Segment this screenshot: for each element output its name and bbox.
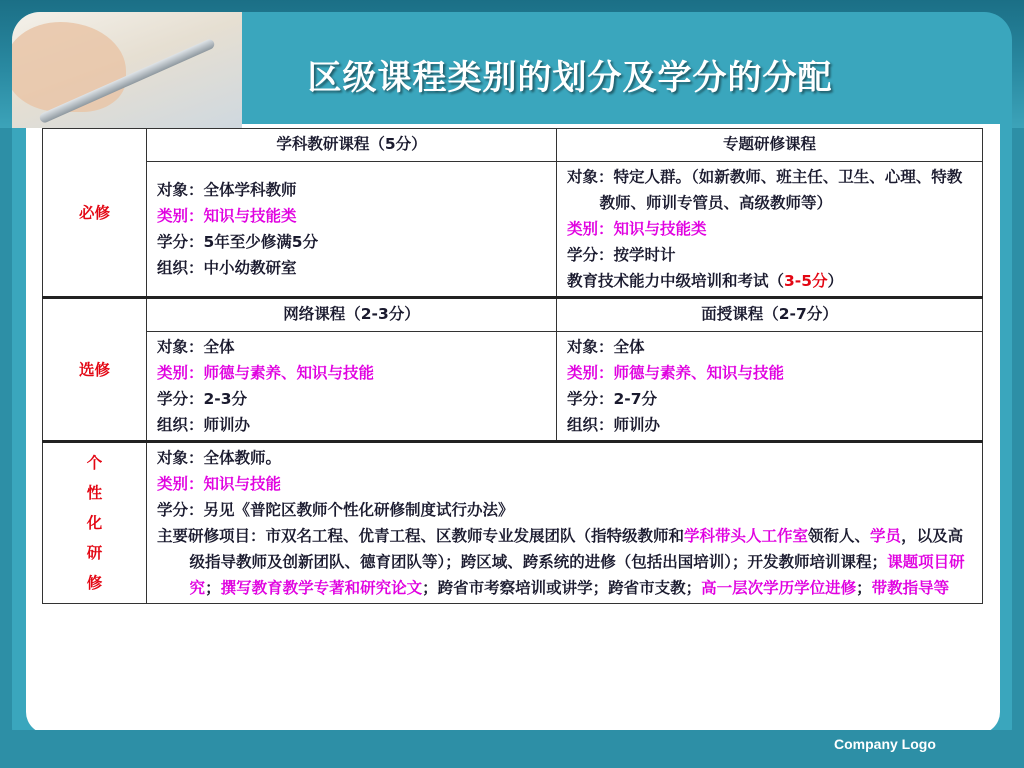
header-photo	[12, 12, 242, 128]
required-detail-row	[43, 162, 983, 298]
project-segment: 主要研修项目：市双名工程、优青工程、区教师专业发展团队（指特级教师和	[157, 527, 685, 545]
project-segment: ，以及高级指导教师及创新团队、德育团队等）；跨区域、跨系统的进修（包括出国培训）；开发教师培训课程；	[189, 527, 964, 571]
online-course-detail	[147, 332, 557, 442]
elective-label: 选修	[43, 298, 147, 442]
project-segment: 课题项目研究	[189, 553, 965, 597]
offline-course-header: 面授课程（2-7分）	[557, 298, 983, 332]
project-segment: 领衔人、	[808, 527, 871, 545]
personal-category: 类别：知识与技能	[157, 475, 282, 493]
subject-course-header: 学科教研课程（5分）	[147, 129, 557, 162]
subject-course-detail	[147, 162, 557, 298]
topic-course-detail	[557, 162, 983, 298]
topic-target: 对象：特定人群。（如新教师、班主任、卫生、心理、特教教师、师训专管员、高级教师等）	[567, 168, 963, 212]
required-header-row	[43, 129, 983, 162]
project-segment: 学员	[870, 527, 902, 545]
personal-label-char: 个	[86, 454, 103, 472]
offline-credits: 学分：2-7分	[567, 390, 658, 408]
slide-title: 区级课程类别的划分及学分的分配	[307, 58, 833, 98]
project-segment: ；	[856, 579, 872, 597]
topic-training-suffix: ）	[827, 272, 844, 290]
project-segment: 带教指导等	[871, 579, 950, 597]
elective-detail-row	[43, 332, 983, 442]
personal-projects	[157, 523, 972, 601]
offline-course-detail	[557, 332, 983, 442]
project-segment: ；	[205, 579, 221, 597]
personal-row	[43, 442, 983, 604]
topic-training-credits: 3-5分	[784, 272, 828, 290]
project-segment: 学科带头人工作室	[684, 527, 809, 545]
subject-category: 类别：知识与技能类	[157, 207, 297, 225]
company-logo: Company Logo	[834, 736, 936, 752]
offline-category: 类别：师德与素养、知识与技能	[567, 364, 785, 382]
personal-detail	[147, 442, 983, 604]
personal-label-char: 性	[86, 484, 103, 502]
online-target: 对象：全体	[157, 338, 235, 356]
topic-training	[567, 268, 972, 294]
elective-header-row	[43, 298, 983, 332]
topic-course-header: 专题研修课程	[557, 129, 983, 162]
topic-category: 类别：知识与技能类	[567, 220, 707, 238]
online-category: 类别：师德与素养、知识与技能	[157, 364, 375, 382]
personal-target: 对象：全体教师。	[157, 449, 282, 467]
personal-label-char: 化	[86, 514, 103, 532]
personal-credits: 学分：另见《普陀区教师个性化研修制度试行办法》	[157, 501, 514, 519]
online-org: 组织：师训办	[157, 416, 251, 434]
online-credits: 学分：2-3分	[157, 390, 248, 408]
subject-org: 组织：中小幼教研室	[157, 259, 297, 277]
topic-training-prefix: 教育技术能力中级培训和考试（	[567, 272, 785, 290]
required-label: 必修	[43, 129, 147, 298]
subject-target: 对象：全体学科教师	[157, 181, 297, 199]
offline-org: 组织：师训办	[567, 416, 661, 434]
topic-credits: 学分：按学时计	[567, 246, 676, 264]
project-segment: ；跨省市考察培训或讲学；跨省市支教；	[422, 579, 702, 597]
personal-label-char: 修	[86, 574, 103, 592]
course-table	[42, 128, 983, 604]
hand-image	[12, 22, 126, 112]
project-segment: 撰写教育教学专著和研究论文	[220, 579, 423, 597]
personal-label	[43, 442, 147, 604]
online-course-header: 网络课程（2-3分）	[147, 298, 557, 332]
personal-label-char: 研	[86, 544, 103, 562]
project-segment: 高一层次学历学位进修	[701, 579, 857, 597]
subject-credits: 学分：5年至少修满5分	[157, 233, 319, 251]
offline-target: 对象：全体	[567, 338, 645, 356]
